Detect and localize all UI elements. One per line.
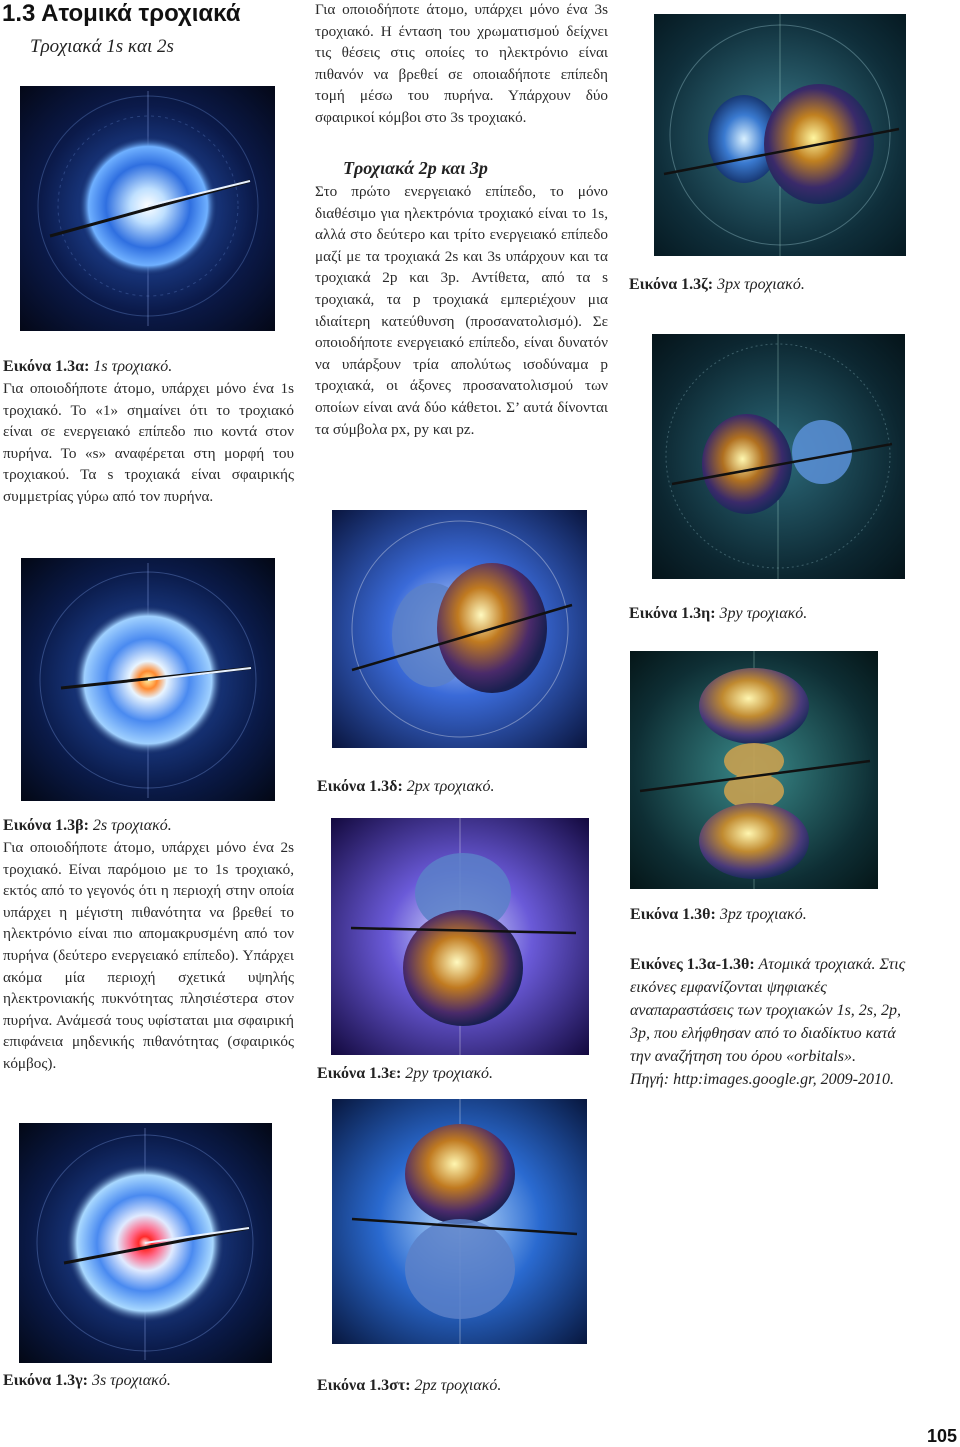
- figure-3py-orbital: [652, 334, 905, 579]
- subheading-2p-3p: Τροχιακά 2p και 3p: [343, 158, 488, 178]
- paragraph-2s: Για οποιοδήποτε άτομο, υπάρχει μόνο ένα 2s τροχιακό. Είναι παρόμοιο με το 1s τροχιακό, εκτός από το γεγονός ότι η περιοχή στην οποία υπάρχει η μέγιστη πιθανότητα να βρεθεί το ηλεκτρόνιο είναι πιο απομακρυσμένη από τον πυρήνα (δεύτερο ενεργειακό επίπεδο). Υπάρχει ακόμα μία περιοχή σχετικά υψηλής ηλεκτρονιακής πυκνότητας πλησιέστερα στον πυρήνα. Ανάμεσά τους υφίσταται μια σφαιρική επιφάνεια μηδενικής πιθανότητας (σφαιρικός κόμβος).: [3, 839, 294, 1072]
- figure-3pz-orbital: [630, 651, 878, 889]
- caption-1-3d: Εικόνα 1.3δ: 2px τροχιακό.: [317, 778, 495, 795]
- figure-2pz-orbital: [332, 1099, 587, 1344]
- figure-3s-orbital: [19, 1123, 272, 1363]
- page-number: 105: [927, 1426, 958, 1446]
- figures-summary-note: Εικόνες 1.3α-1.3θ: Ατομικά τροχιακά. Στις εικόνες εμφανίζονται ψηφιακές αναπαραστάσεις των τροχιακών 1s, 2s, 2p, 3p, που ελήφθησαν από το διαδίκτυο κατά την αναζήτηση του όρου «orbitals». Πηγή: http:images.google.gr, 2009-2010.: [630, 956, 906, 1088]
- paragraph-2p-3p: Στο πρώτο ενεργειακό επίπεδο, το μόνο διαθέσιμο για ηλεκτρόνια τροχιακό είναι το 1s, αλλά στο δεύτερο και τρίτο ενεργειακό επίπεδο μαζί με τα τροχιακά 2s και 3s υπάρχουν και τα τροχιακά 2p και 3p. Αντίθετα, από τα s τροχιακά, τα p τροχιακά εμπεριέχουν μια ιδιαίτερη κατεύθυνση (προσανατολισμό). Σε οποιοδήποτε ενεργειακό επίπεδο, είναι δυνατόν να υπάρξουν τρία απολύτως ισοδύναμα p τροχιακά, οι άξονες προσανατολισμού των οποίων είναι ανά δύο κάθετοι. Σ’ αυτά δίνονται τα σύμβολα px, py και pz.: [315, 183, 608, 438]
- figure-2s-orbital: [21, 558, 275, 801]
- subheading-1s-2s: Τροχιακά 1s και 2s: [30, 36, 174, 57]
- figure-2px-orbital: [332, 510, 587, 748]
- section-title: 1.3 Ατομικά τροχιακά: [2, 0, 241, 27]
- figure-1s-orbital: [20, 86, 275, 331]
- caption-1-3h: Εικόνα 1.3η: 3py τροχιακό.: [629, 605, 808, 622]
- figure-2py-orbital: [331, 818, 589, 1055]
- paragraph-1s: Για οποιοδήποτε άτομο, υπάρχει μόνο ένα 1s τροχιακό. Το «1» σημαίνει ότι το τροχιακό είναι σε ενεργειακό επίπεδο πιο κοντά στον πυρήνα. Το «s» αναφέρεται στη μορφή του τροχιακού. Τα s τροχιακά είναι σφαιρικής συμμετρίας γύρω από τον πυρήνα.: [3, 380, 294, 505]
- caption-1-3a: Εικόνα 1.3α: 1s τροχιακό.: [3, 358, 173, 375]
- caption-1-3e: Εικόνα 1.3ε: 2py τροχιακό.: [317, 1065, 494, 1082]
- caption-1-3b: Εικόνα 1.3β: 2s τροχιακό.: [3, 817, 172, 834]
- caption-1-3z: Εικόνα 1.3ζ: 3px τροχιακό.: [629, 276, 805, 293]
- caption-1-3st: Εικόνα 1.3στ: 2pz τροχιακό.: [317, 1377, 502, 1394]
- figure-3px-orbital: [654, 14, 906, 256]
- paragraph-3s: Για οποιοδήποτε άτομο, υπάρχει μόνο ένα 3s τροχιακό. Η ένταση του χρωματισμού δείχνει τις θέσεις στις οποίες το ηλεκτρόνιο είναι πιθανόν να βρεθεί σε οποιαδήποτε επίπεδη τομή μέσω του πυρήνα. Υπάρχουν δύο σφαιρικοί κόμβοι στο 3s τροχιακό.: [315, 1, 608, 126]
- caption-1-3th: Εικόνα 1.3θ: 3pz τροχιακό.: [630, 906, 807, 923]
- caption-1-3c: Εικόνα 1.3γ: 3s τροχιακό.: [3, 1372, 171, 1389]
